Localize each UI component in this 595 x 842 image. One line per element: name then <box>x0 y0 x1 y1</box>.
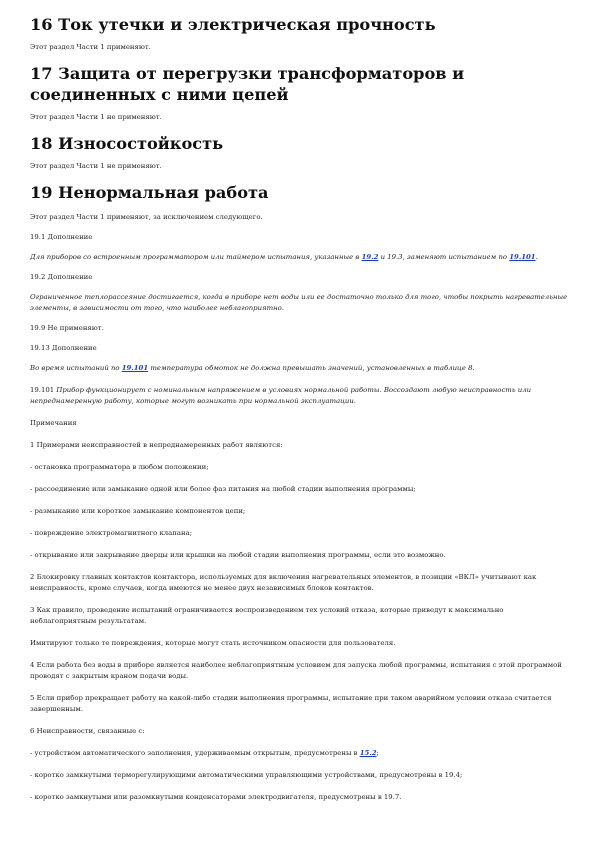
section-17-text: Этот раздел Части 1 не применяют. <box>30 113 162 121</box>
note-1: 1 Примерами неисправностей в непреднамеренных работ являются: <box>30 441 283 449</box>
note-6-item-3: - коротко замкнутыми или разомкнутыми конденсаторами электродвигателя, предусмотрены в 19.7. <box>30 793 402 801</box>
note-3: 3 Как правило, проведение испытаний ограничивается воспроизведением тех условий отказа, которые приведут к максимально неблагоприятным результатам. <box>30 606 504 625</box>
clause-19-1-heading: 19.1 Дополнение <box>30 233 93 241</box>
clause-19-1-pre: Для приборов со встроенным программатором или таймером испытания, указанные в <box>30 253 362 261</box>
note-1-item: - рассоединение или замыкание одной или более фаз питания на любой стадии выполнения программы; <box>30 485 416 493</box>
clause-19-13-post: температура обмоток не должна превышать значений, установленных в таблице 8. <box>148 364 475 372</box>
note-1-item: - размыкание или короткое замыкание компонентов цепи; <box>30 507 246 515</box>
clause-19-2-heading: 19.2 Дополнение <box>30 273 93 281</box>
note-3-continued: Имитируют только те повреждения, которые могут стать источником опасности для пользователя. <box>30 639 396 647</box>
clause-19-101-text: Прибор функционирует с номинальным напряжением в условиях нормальной работы. Воссоздают любую неисправность или непреднамеренную работу, которые могут возникать при нормальной эксплуатации. <box>30 386 532 405</box>
note-6: 6 Неисправности, связанные с: <box>30 727 145 735</box>
note-6-item-1-pre: - устройством автоматического заполнения, удерживаемым открытым, предусмотрены в <box>30 749 360 757</box>
document-page <box>30 14 570 803</box>
clause-19-1-mid: и 19.3, заменяют испытанием по <box>378 253 510 261</box>
section-19-intro: Этот раздел Части 1 применяют, за исключением следующего. <box>30 213 263 221</box>
section-18-title: 18 Износостойкость <box>30 134 224 153</box>
section-16-text: Этот раздел Части 1 применяют. <box>30 43 151 51</box>
clause-19-101 <box>30 385 570 407</box>
link-19-101-b[interactable]: 19.101 <box>121 364 149 372</box>
clause-19-2-text: Ограниченное теплорассеяние достигается, когда в приборе нет воды или ее достаточно только для того, чтобы покрыть нагревательные элементы, в зависимости от того, что наиболее неблагоприятно. <box>30 293 568 312</box>
clause-19-9: 19.9 Не применяют. <box>30 324 104 332</box>
clause-19-13-pre: Во время испытаний по <box>30 364 122 372</box>
notes-heading: Примечания <box>30 419 77 427</box>
note-1-item: - открывание или закрывание дверцы или крышки на любой стадии выполнения программы, если это возможно. <box>30 551 446 559</box>
link-19-2[interactable]: 19.2 <box>361 253 379 261</box>
clause-19-13-text <box>30 363 570 374</box>
clause-19-101-number: 19.101 <box>30 386 57 394</box>
note-6-item-1 <box>30 748 570 759</box>
note-2: 2 Блокировку главных контактов контактора, используемых для включения нагревательных элементов, в позиции «ВКЛ» учитывают как неисправность, кроме случаев, когда имеются не менее двух независимых блоков контактов. <box>30 573 537 592</box>
note-1-item: - повреждение электромагнитного клапана; <box>30 529 193 537</box>
section-19-title: 19 Ненормальная работа <box>30 183 269 202</box>
note-5: 5 Если прибор прекращает работу на какой-либо стадии выполнения программы, испытание при таком аварийном условии отказа считается завершенным. <box>30 694 552 713</box>
note-4: 4 Если работа без воды в приборе является наиболее неблагоприятным условием для запуска любой программы, испытания с этой программой проводят с закрытым краном подачи воды. <box>30 661 562 680</box>
note-1-item: - остановка программатора в любом положении; <box>30 463 209 471</box>
clause-19-13-heading: 19.13 Дополнение <box>30 344 97 352</box>
note-6-item-2: - коротко замкнутыми терморегулирующими автоматическими управляющими устройствами, предусмотрены в 19.4; <box>30 771 463 779</box>
section-17-title: 17 Защита от перегрузки трансформаторов и соединенных с ними цепей <box>30 64 465 104</box>
link-19-101[interactable]: 19.101 <box>509 253 536 261</box>
section-16-title: 16 Ток утечки и электрическая прочность <box>30 15 436 34</box>
link-15-2[interactable]: 15.2 <box>359 749 377 757</box>
clause-19-1-post: . <box>535 253 538 261</box>
section-18-text: Этот раздел Части 1 не применяют. <box>30 162 162 170</box>
clause-19-1-text <box>30 252 570 263</box>
note-6-item-1-post: ; <box>376 749 379 757</box>
